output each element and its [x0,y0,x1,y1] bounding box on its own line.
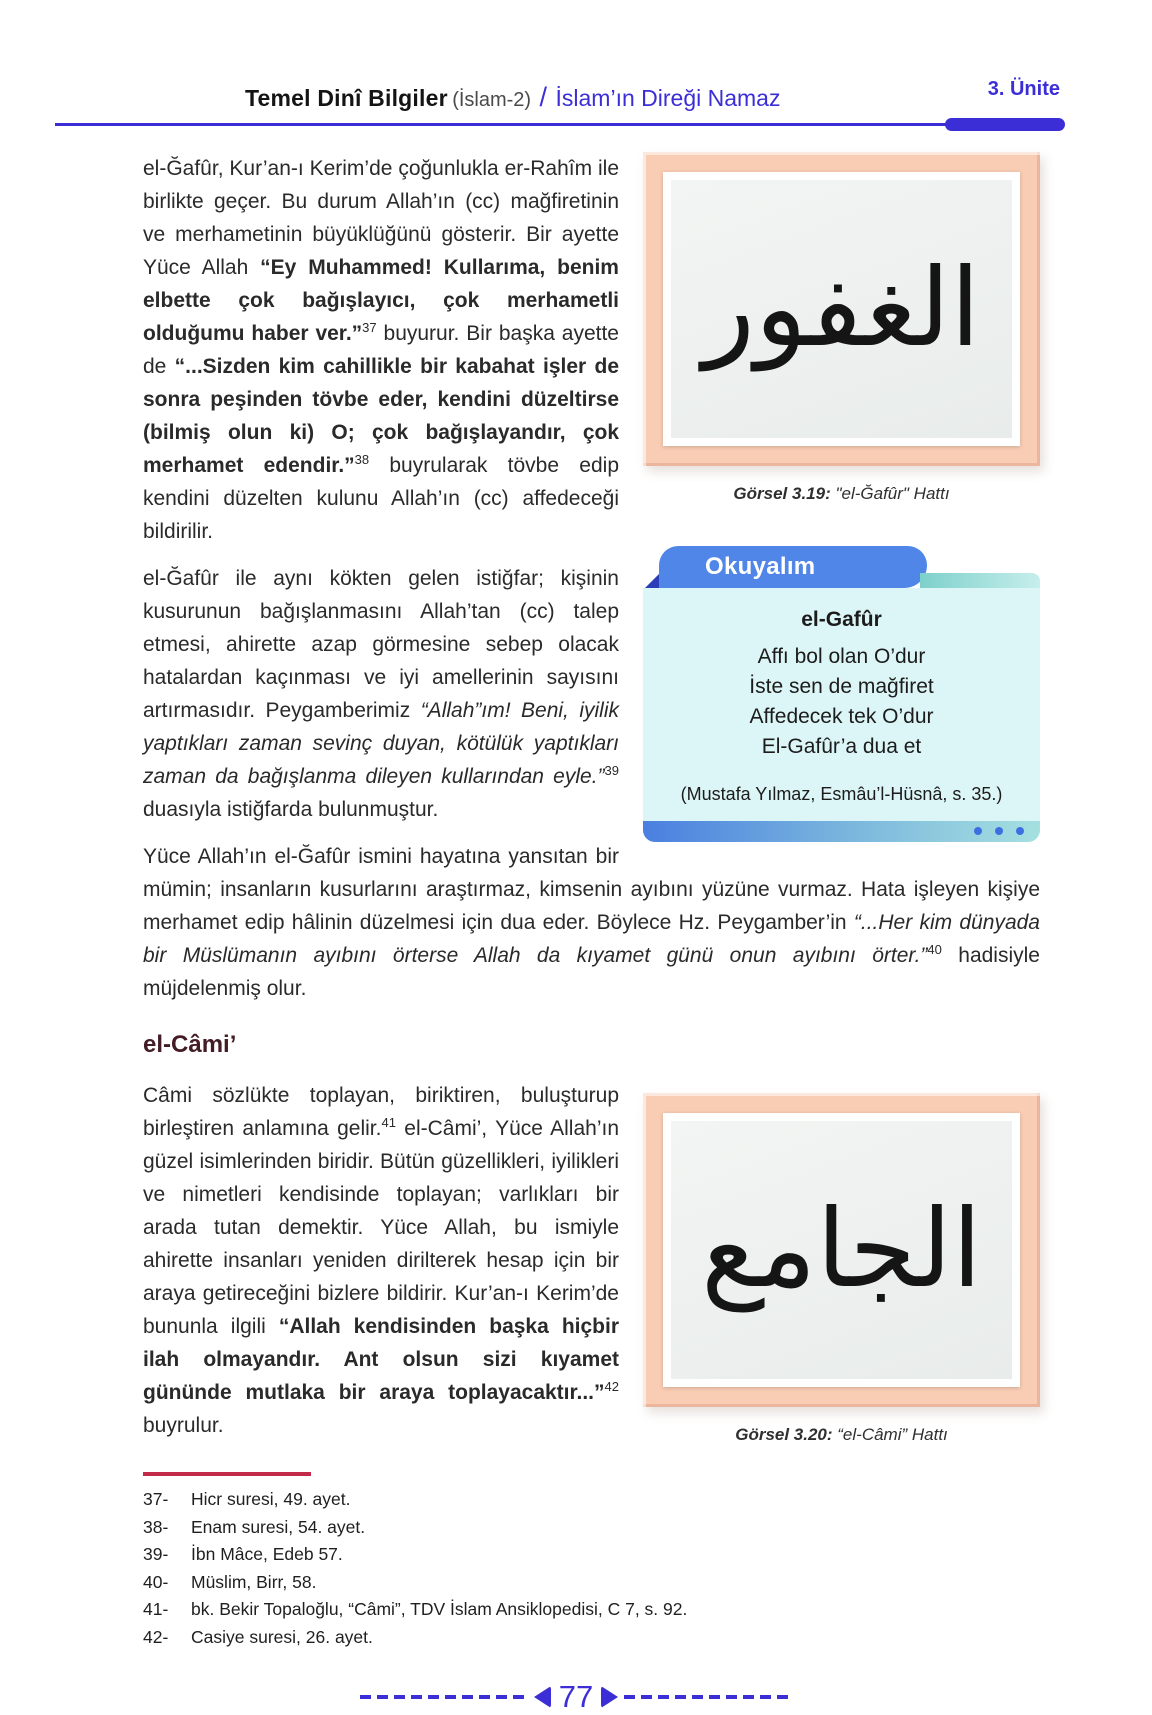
footnote-text: Hicr suresi, 49. ayet. [191,1489,351,1509]
footnote-row [143,1624,1040,1652]
poem-title: el-Gafûr [801,608,882,631]
teal-strip [920,573,1040,588]
poem-line: El-Gafûr’a dua et [761,735,922,758]
figure-el-gafur [643,152,1040,504]
footnote-text: Müslim, Birr, 58. [191,1571,317,1592]
picture-frame [643,152,1040,466]
calligraphy-art [671,1121,1012,1379]
footnote-text: Casiye suresi, 26. ayet. [191,1626,373,1647]
arabic-calligraphy-el-gafur: الغفور [702,246,981,371]
figure-caption [643,484,1040,504]
paragraph-3: Yüce Allah’ın el-Ğafûr ismini hayatına yansıtan bir mümin; insanların kusurlarını araştırmaz, kimsenin ayıbını yüzüne vurmaz. Hata işleyen kişiye merhamet edip hâlinin düzelmesi için dua eder. Böylece Hz. Peygamber’in “...Her kim dünyada bir Müslümanın ayıbını örterse Allah da kıyamet günü onun ayıbını örter.”$^{40}$ hadisiyle müjdelenmiş olur. [143,845,1040,1000]
dash-line [360,1695,528,1699]
footnote-number: 40- [143,1571,169,1592]
okuyalim-footer-bar [643,821,1040,842]
title-divider: / [539,82,548,112]
footnote-row [143,1596,1040,1624]
page-body [143,152,1040,1442]
book-title: Temel Dinî Bilgiler [245,85,448,111]
unit-badge: 3. Ünite [987,78,1060,100]
page-header [0,0,1152,126]
calligraphy-art [671,180,1012,438]
header-rule [55,123,1063,126]
footnote-number: 41- [143,1599,169,1619]
paragraph-2: el-Ğafûr ile aynı kökten gelen istiğfar; kişinin kusurunun bağışlanmasını Allah’tan (cc) talep etmesi, ahirette azap görmesine sebep olacak hatalardan kaçınması ve iyi amellerinin sayısını artırmasıdır. Peygamberimiz “Allah”ım! Beni, iyilik yaptıkları zaman sevinç duyan, kötülük yaptıkları zaman da bağışlanma dileyen kullarından eyle.”$^{39}$ duasıyla istiğfarda bulunmuştur. [143,567,620,821]
okuyalim-tab-row [643,546,1040,588]
section-el-cami [143,1079,1040,1442]
right-column [643,1093,1040,1445]
header-rule-pill [945,118,1065,131]
figure-el-cami [643,1093,1040,1445]
caption-text: “el-Câmi” Hattı [832,1425,948,1444]
book-subtitle: (İslam-2) [452,89,532,111]
right-column [643,152,1040,842]
okuyalim-tab: Okuyalım [659,546,927,588]
right-arrow-icon [601,1686,618,1708]
footnote-row [143,1541,1040,1569]
footer-dots [974,827,1024,835]
footnote-row [143,1514,1040,1542]
page-number: 77 [558,1679,594,1714]
left-arrow-icon [534,1686,551,1708]
picture-mat [663,1113,1020,1387]
paragraph-1: el-Ğafûr, Kur’an-ı Kerim’de çoğunlukla er-Rahîm ile birlikte geçer. Bu durum Allah’ın (cc) mağfiretinin ve merhametinin büyüklüğünü gösterir. Bir ayette Yüce Allah “Ey Muhammed! Kullarıma, benim elbette çok bağışlayıcı, çok merhametli olduğumu haber ver.”$^{37}$ buyurur. Bir başka ayette de “...Sizden kim cahillikle bir kabahat işler de sonra peşinden tövbe eder, kendini düzeltirse (bilmiş olun ki) O; çok bağışlayandır, çok merhamet edendir.”$^{38}$ buyrularak tövbe edip kendini düzelten kulunu Allah’ın (cc) affedeceği bildirilir. [143,157,619,543]
dot-icon [1016,827,1024,835]
section-heading-el-cami: el-Câmi’ [143,1031,237,1058]
footnote-row [143,1569,1040,1597]
paragraph-4: Câmi sözlükte toplayan, biriktiren, buluşturup birleştiren anlamına gelir.$^{41}$ el-Câmi’, Yüce Allah’ın güzel isimlerinden biridir. Bütün güzellikleri, iyilikleri ve nimetleri kendisinde toplayan; varlıkları bir arada tutan demektir. Yüce Allah, bu ismiyle ahirette insanları yeniden dirilterek hesap için bir araya getireceğini bizlere bildirir. Kur’an-ı Kerim’de bununla ilgili “Allah kendisinden başka hiçbir ilah olmayandır. Ant olsun sizi kıyamet gününde mutlaka bir araya toplayacaktır...”$^{42}$ buyrulur. [143,1084,619,1437]
footnote-number: 38- [143,1516,169,1537]
picture-mat [663,172,1020,446]
figure-caption [643,1425,1040,1445]
okuyalim-body [643,588,1040,821]
caption-text: "el-Ğafûr" Hattı [830,484,950,503]
caption-label: Görsel 3.20: [735,1425,833,1444]
footnote-text: İbn Mâce, Edeb 57. [191,1544,343,1564]
section-el-gafur [143,152,1040,1005]
footnote-text: Enam suresi, 54. ayet. [191,1516,366,1537]
footnote-number: 42- [143,1626,169,1647]
poem-line: Affı bol olan O’dur [757,645,926,668]
picture-frame [643,1093,1040,1407]
dot-icon [995,827,1003,835]
caption-label: Görsel 3.19: [733,484,831,503]
footnote-rule [143,1472,311,1476]
arabic-calligraphy-el-cami: الجامع [701,1187,982,1312]
footnote-row [143,1486,1040,1514]
dash-line [624,1695,792,1699]
footnote-number: 37- [143,1489,169,1509]
footnote-number: 39- [143,1544,169,1564]
poem-line: Affedecek tek O’dur [749,705,934,728]
footnotes [143,1472,1040,1651]
okuyalim-box [643,546,1040,842]
poem-source: (Mustafa Yılmaz, Esmâu’l-Hüsnâ, s. 35.) [680,784,1003,804]
footnote-text: bk. Bekir Topaloğlu, “Câmi”, TDV İslam Ansiklopedisi, C 7, s. 92. [191,1599,688,1619]
chapter-title: İslam’ın Direği Namaz [555,85,781,111]
poem-line: İste sen de mağfiret [749,675,934,698]
page-footer [0,1679,1152,1715]
dot-icon [974,827,982,835]
